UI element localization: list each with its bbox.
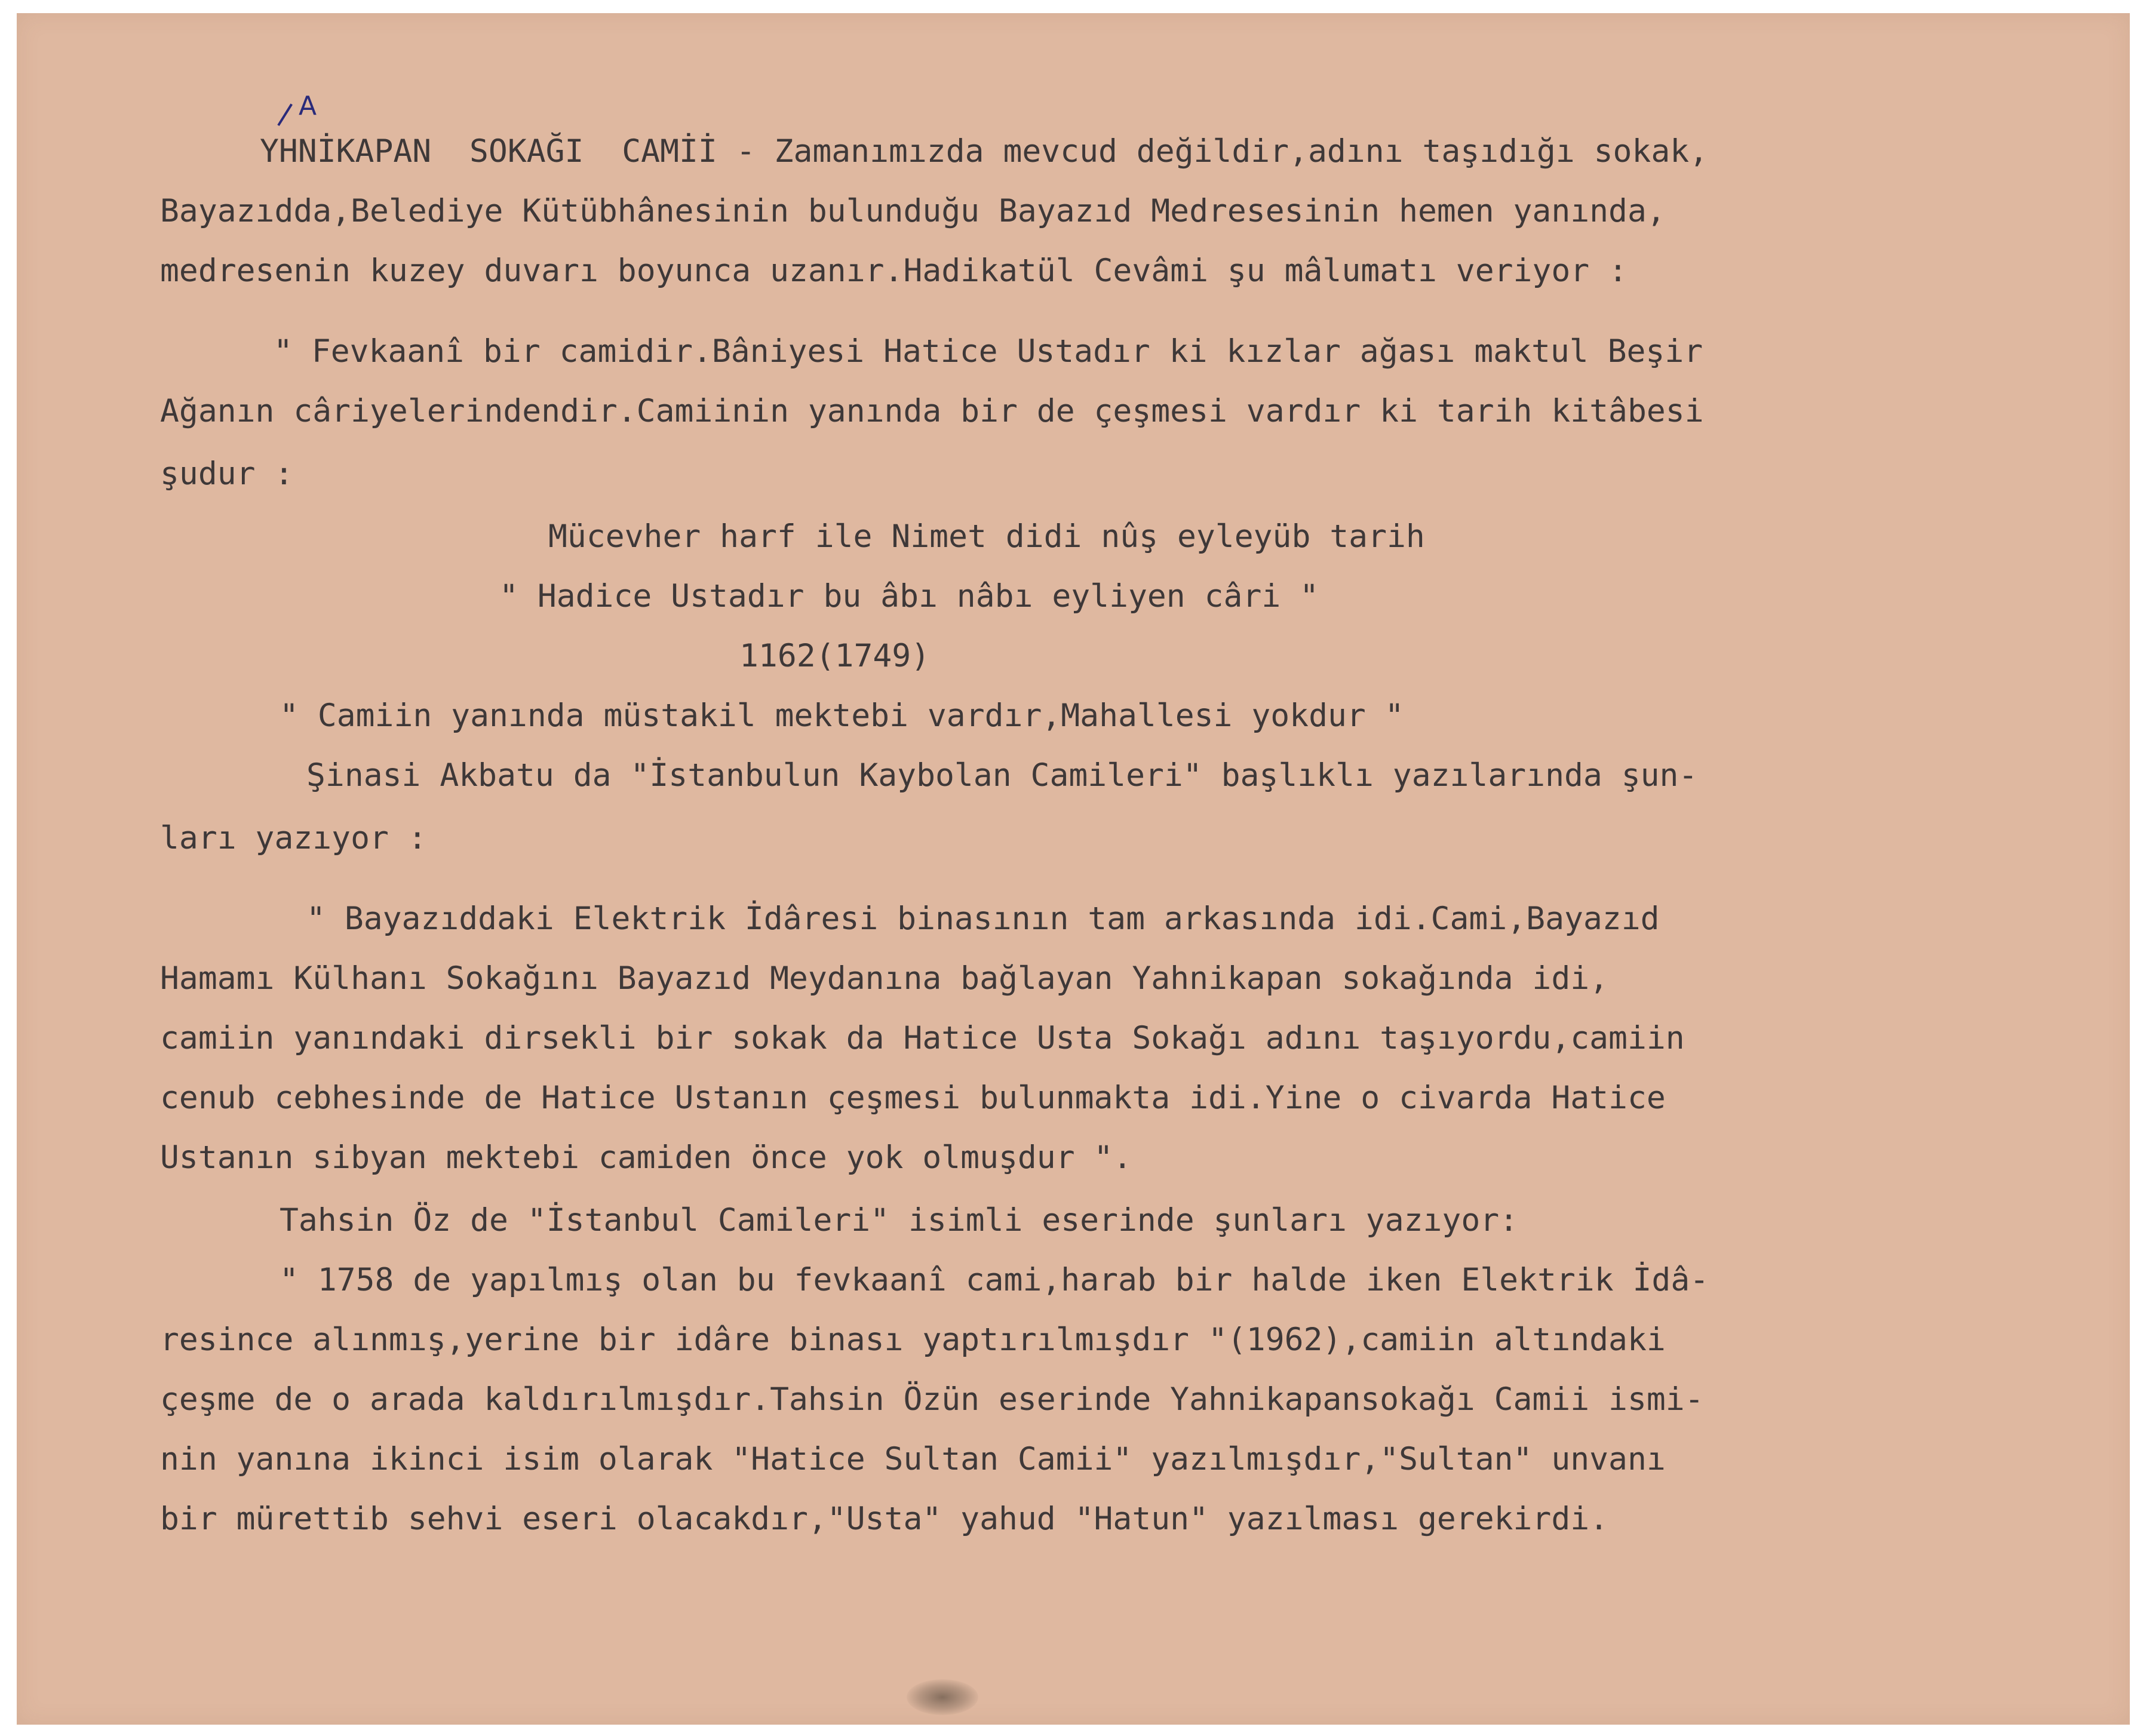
text-line-22: nin yanına ikinci isim olarak "Hatice Sultan Camii" yazılmışdır,"Sultan" unvanı bbox=[160, 1441, 1666, 1477]
text-line-10: " Camiin yanında müstakil mektebi vardır,Mahallesi yokdur " bbox=[280, 698, 1404, 734]
verse-date: 1162(1749) bbox=[739, 638, 931, 674]
text-line-13: " Bayazıddaki Elektrik İdâresi binasının tam arkasında idi.Cami,Bayazıd bbox=[306, 901, 1660, 937]
ink-stain bbox=[907, 1679, 978, 1715]
text-line-4: " Fevkaanî bir camidir.Bâniyesi Hatice Ustadır ki kızlar ağası maktul Beşir bbox=[274, 333, 1703, 370]
text-line-2: Bayazıdda,Belediye Kütübhânesinin bulunduğu Bayazıd Medresesinin hemen yanında, bbox=[160, 193, 1666, 229]
text-line-16: cenub cebhesinde de Hatice Ustanın çeşmesi bulunmakta idi.Yine o civarda Hatice bbox=[160, 1080, 1666, 1116]
text-line-17: Ustanın sibyan mektebi camiden önce yok olmuşdur ". bbox=[160, 1139, 1132, 1176]
text-line-11: Şinasi Akbatu da "İstanbulun Kaybolan Camileri" başlıklı yazılarında şun- bbox=[306, 757, 1698, 794]
text-line-14: Hamamı Külhanı Sokağını Bayazıd Meydanına bağlayan Yahnikapan sokağında idi, bbox=[160, 960, 1609, 997]
text-line-23: bir mürettib sehvi eseri olacakdır,"Usta" yahud "Hatun" yazılması gerekirdi. bbox=[160, 1501, 1609, 1537]
text-line-5: Ağanın câriyelerindendir.Camiinin yanında bir de çeşmesi vardır ki tarih kitâbesi bbox=[160, 393, 1704, 429]
text-line-3: medresenin kuzey duvarı boyunca uzanır.Hadikatül Cevâmi şu mâlumatı veriyor : bbox=[160, 253, 1628, 289]
verse-line-2: " Hadice Ustadır bu âbı nâbı eyliyen câri " bbox=[499, 578, 1319, 614]
handwritten-annotation: A bbox=[299, 91, 317, 121]
text-line-1: YHNİKAPAN SOKAĞI CAMİİ - Zamanımızda mevcud değildir,adını taşıdığı sokak, bbox=[260, 133, 1709, 170]
text-line-15: camiin yanındaki dirsekli bir sokak da Hatice Usta Sokağı adını taşıyordu,camiin bbox=[160, 1020, 1685, 1056]
verse-line-1: Mücevher harf ile Nimet didi nûş eyleyüb tarih bbox=[548, 518, 1425, 555]
text-line-12: ları yazıyor : bbox=[160, 820, 427, 856]
typewritten-page bbox=[17, 13, 2130, 1725]
text-line-20: resince alınmış,yerine bir idâre binası yaptırılmışdır "(1962),camiin altındaki bbox=[160, 1322, 1666, 1358]
text-line-19: " 1758 de yapılmış olan bu fevkaanî cami,harab bir halde iken Elektrik İdâ- bbox=[280, 1262, 1709, 1298]
text-line-21: çeşme de o arada kaldırılmışdır.Tahsin Özün eserinde Yahnikapansokağı Camii ismi- bbox=[160, 1381, 1704, 1418]
text-line-6: şudur : bbox=[160, 456, 294, 492]
text-line-18: Tahsin Öz de "İstanbul Camileri" isimli eserinde şunları yazıyor: bbox=[280, 1202, 1519, 1239]
handwritten-correction-mark bbox=[277, 103, 293, 126]
